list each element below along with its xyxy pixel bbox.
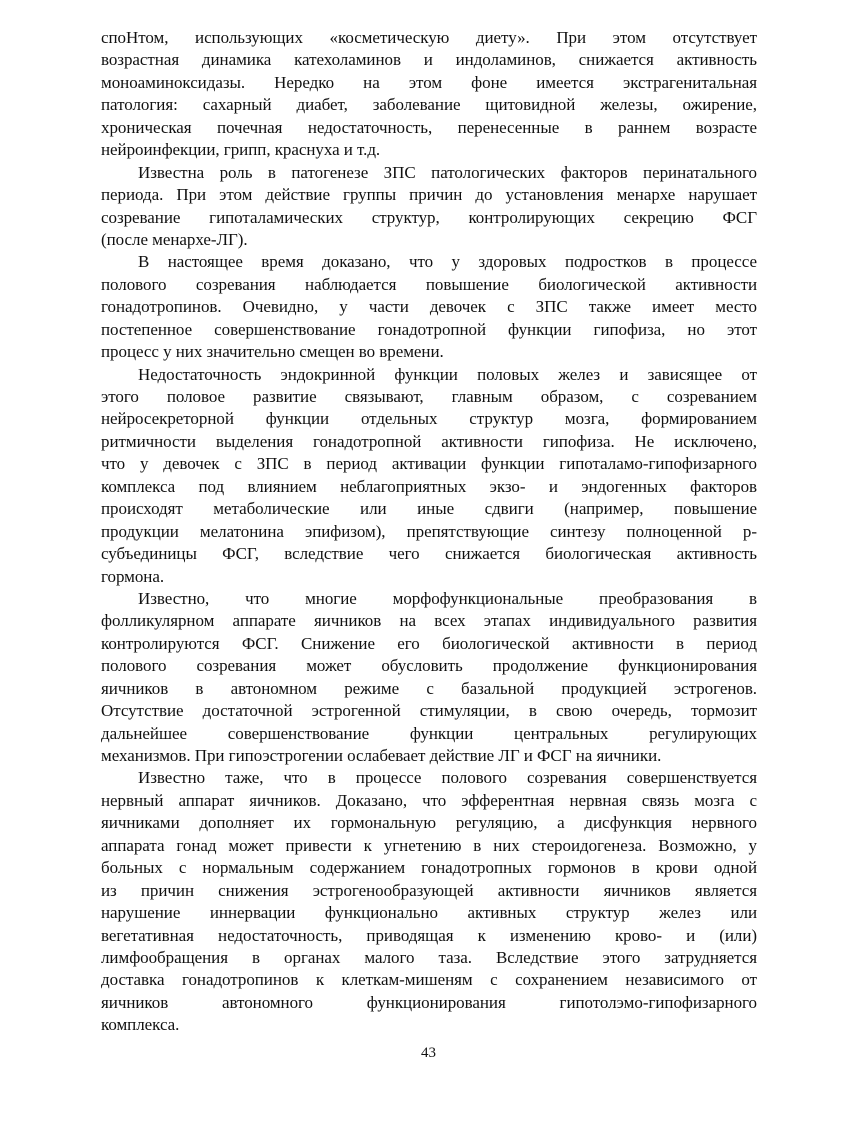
- text-line: нейросекреторной функции отдельных структур мозга, формированием: [101, 409, 757, 429]
- paragraph: [101, 27, 757, 162]
- text-line: фолликулярном аппарате яичников на всех этапах индивидуального развития: [101, 611, 757, 631]
- text-line: хроническая почечная недостаточность, перенесенные в раннем возрасте: [101, 117, 757, 137]
- page-number: 43: [421, 1045, 436, 1061]
- text-line: из причин снижения эстрогенообразующей активности яичников является: [101, 880, 757, 900]
- text-line: этого половое развитие связывают, главным образом, с созреванием: [101, 387, 757, 406]
- paragraph: [101, 767, 757, 1036]
- paragraph: [101, 251, 757, 363]
- text-line: гонадотропинов. Очевидно, у части девочек с ЗПС также имеет место: [101, 297, 757, 317]
- text-line: патология: сахарный диабет, заболевание щитовидной железы, ожирение,: [101, 95, 757, 115]
- text-line: механизмов. При гипоэстрогении ослабевает действие ЛГ и ФСГ на яичники.: [101, 746, 662, 765]
- text-line: нервный аппарат яичников. Доказано, что эфферентная нервная связь мозга с: [101, 790, 757, 810]
- text-line: яичников автономного функционирования гипотолэмо-гипофизарного: [101, 992, 757, 1012]
- text-line: Известно таже, что в процессе полового созревания совершенствуется: [138, 768, 757, 788]
- text-line: продукции мелатонина эпифизом), препятствующие синтезу полноценной р-: [101, 521, 757, 541]
- text-line: споНтом, использующих «косметическую диету». При этом отсутствует: [101, 28, 757, 47]
- text-line: созревание гипоталамических структур, контролирующих секрецию ФСГ: [101, 207, 757, 227]
- text-line: контролируются ФСГ. Снижение его биологической активности в период: [101, 633, 757, 653]
- text-line: Известно, что многие морфофункциональные преобразования в: [138, 588, 757, 608]
- text-line: субъединицы ФСГ, вследствие чего снижается биологическая активность: [101, 544, 757, 564]
- text-line: нарушение иннервации функционально активных структур желез или: [101, 903, 757, 923]
- text-line: ритмичности выделения гонадотропной активности гипофиза. Не исключено,: [101, 431, 757, 451]
- text-line: яичниками дополняет их гормональную регуляцию, а дисфункция нервного: [101, 813, 757, 833]
- text-line: больных с нормальным содержанием гонадотропных гормонов в крови одной: [101, 858, 757, 878]
- text-line: (после менархе-ЛГ).: [101, 229, 248, 249]
- text-line: моноаминоксидазы. Нередко на этом фоне имеется экстрагенитальная: [101, 72, 757, 92]
- text-line: комплекса под влиянием неблагоприятных экзо- и эндогенных факторов: [101, 476, 757, 496]
- text-line: возрастная динамика катехоламинов и индоламинов, снижается активность: [101, 50, 757, 70]
- text-line: вегетативная недостаточность, приводящая к изменению крово- и (или): [101, 925, 757, 945]
- paragraph: [101, 162, 757, 252]
- text-line: полового созревания может обусловить продолжение функционирования: [101, 656, 757, 676]
- text-line: В настоящее время доказано, что у здоровых подростков в процессе: [138, 252, 757, 272]
- text-line: периода. При этом действие группы причин до установления менархе нарушает: [101, 185, 757, 205]
- text-line: процесс у них значительно смещен во времени.: [101, 342, 444, 362]
- text-line: лимфообращения в органах малого таза. Вследствие этого затрудняется: [101, 947, 757, 967]
- text-line: яичников в автономном режиме с базальной продукцией эстрогенов.: [101, 678, 757, 698]
- body-text: [101, 27, 757, 1037]
- text-line: Известна роль в патогенезе ЗПС патологических факторов перинатального: [138, 162, 757, 182]
- text-line: аппарата гонад может привести к угнетению в них стероидогенеза. Возможно, у: [101, 835, 757, 855]
- text-line: гормона.: [101, 566, 165, 586]
- text-line: полового созревания наблюдается повышение биологической активности: [101, 274, 757, 294]
- text-line: нейроинфекции, грипп, краснуха и т.д.: [101, 140, 381, 160]
- paragraph: [101, 588, 757, 768]
- text-line: комплекса.: [101, 1015, 180, 1035]
- text-line: Недостаточность эндокринной функции половых желез и зависящее от: [138, 364, 757, 384]
- text-line: доставка гонадотропинов к клеткам-мишеням с сохранением независимого от: [101, 970, 757, 990]
- text-line: происходят метаболические или иные сдвиги (например, повышение: [101, 499, 757, 519]
- text-line: Отсутствие достаточной эстрогенной стимуляции, в свою очередь, тормозит: [101, 701, 757, 721]
- paragraph: [101, 364, 757, 588]
- text-line: дальнейшее совершенствование функции центральных регулирующих: [101, 723, 757, 743]
- text-line: постепенное совершенствование гонадотропной функции гипофиза, но этот: [101, 319, 757, 339]
- text-line: что у девочек с ЗПС в период активации функции гипоталамо-гипофизарного: [101, 454, 757, 474]
